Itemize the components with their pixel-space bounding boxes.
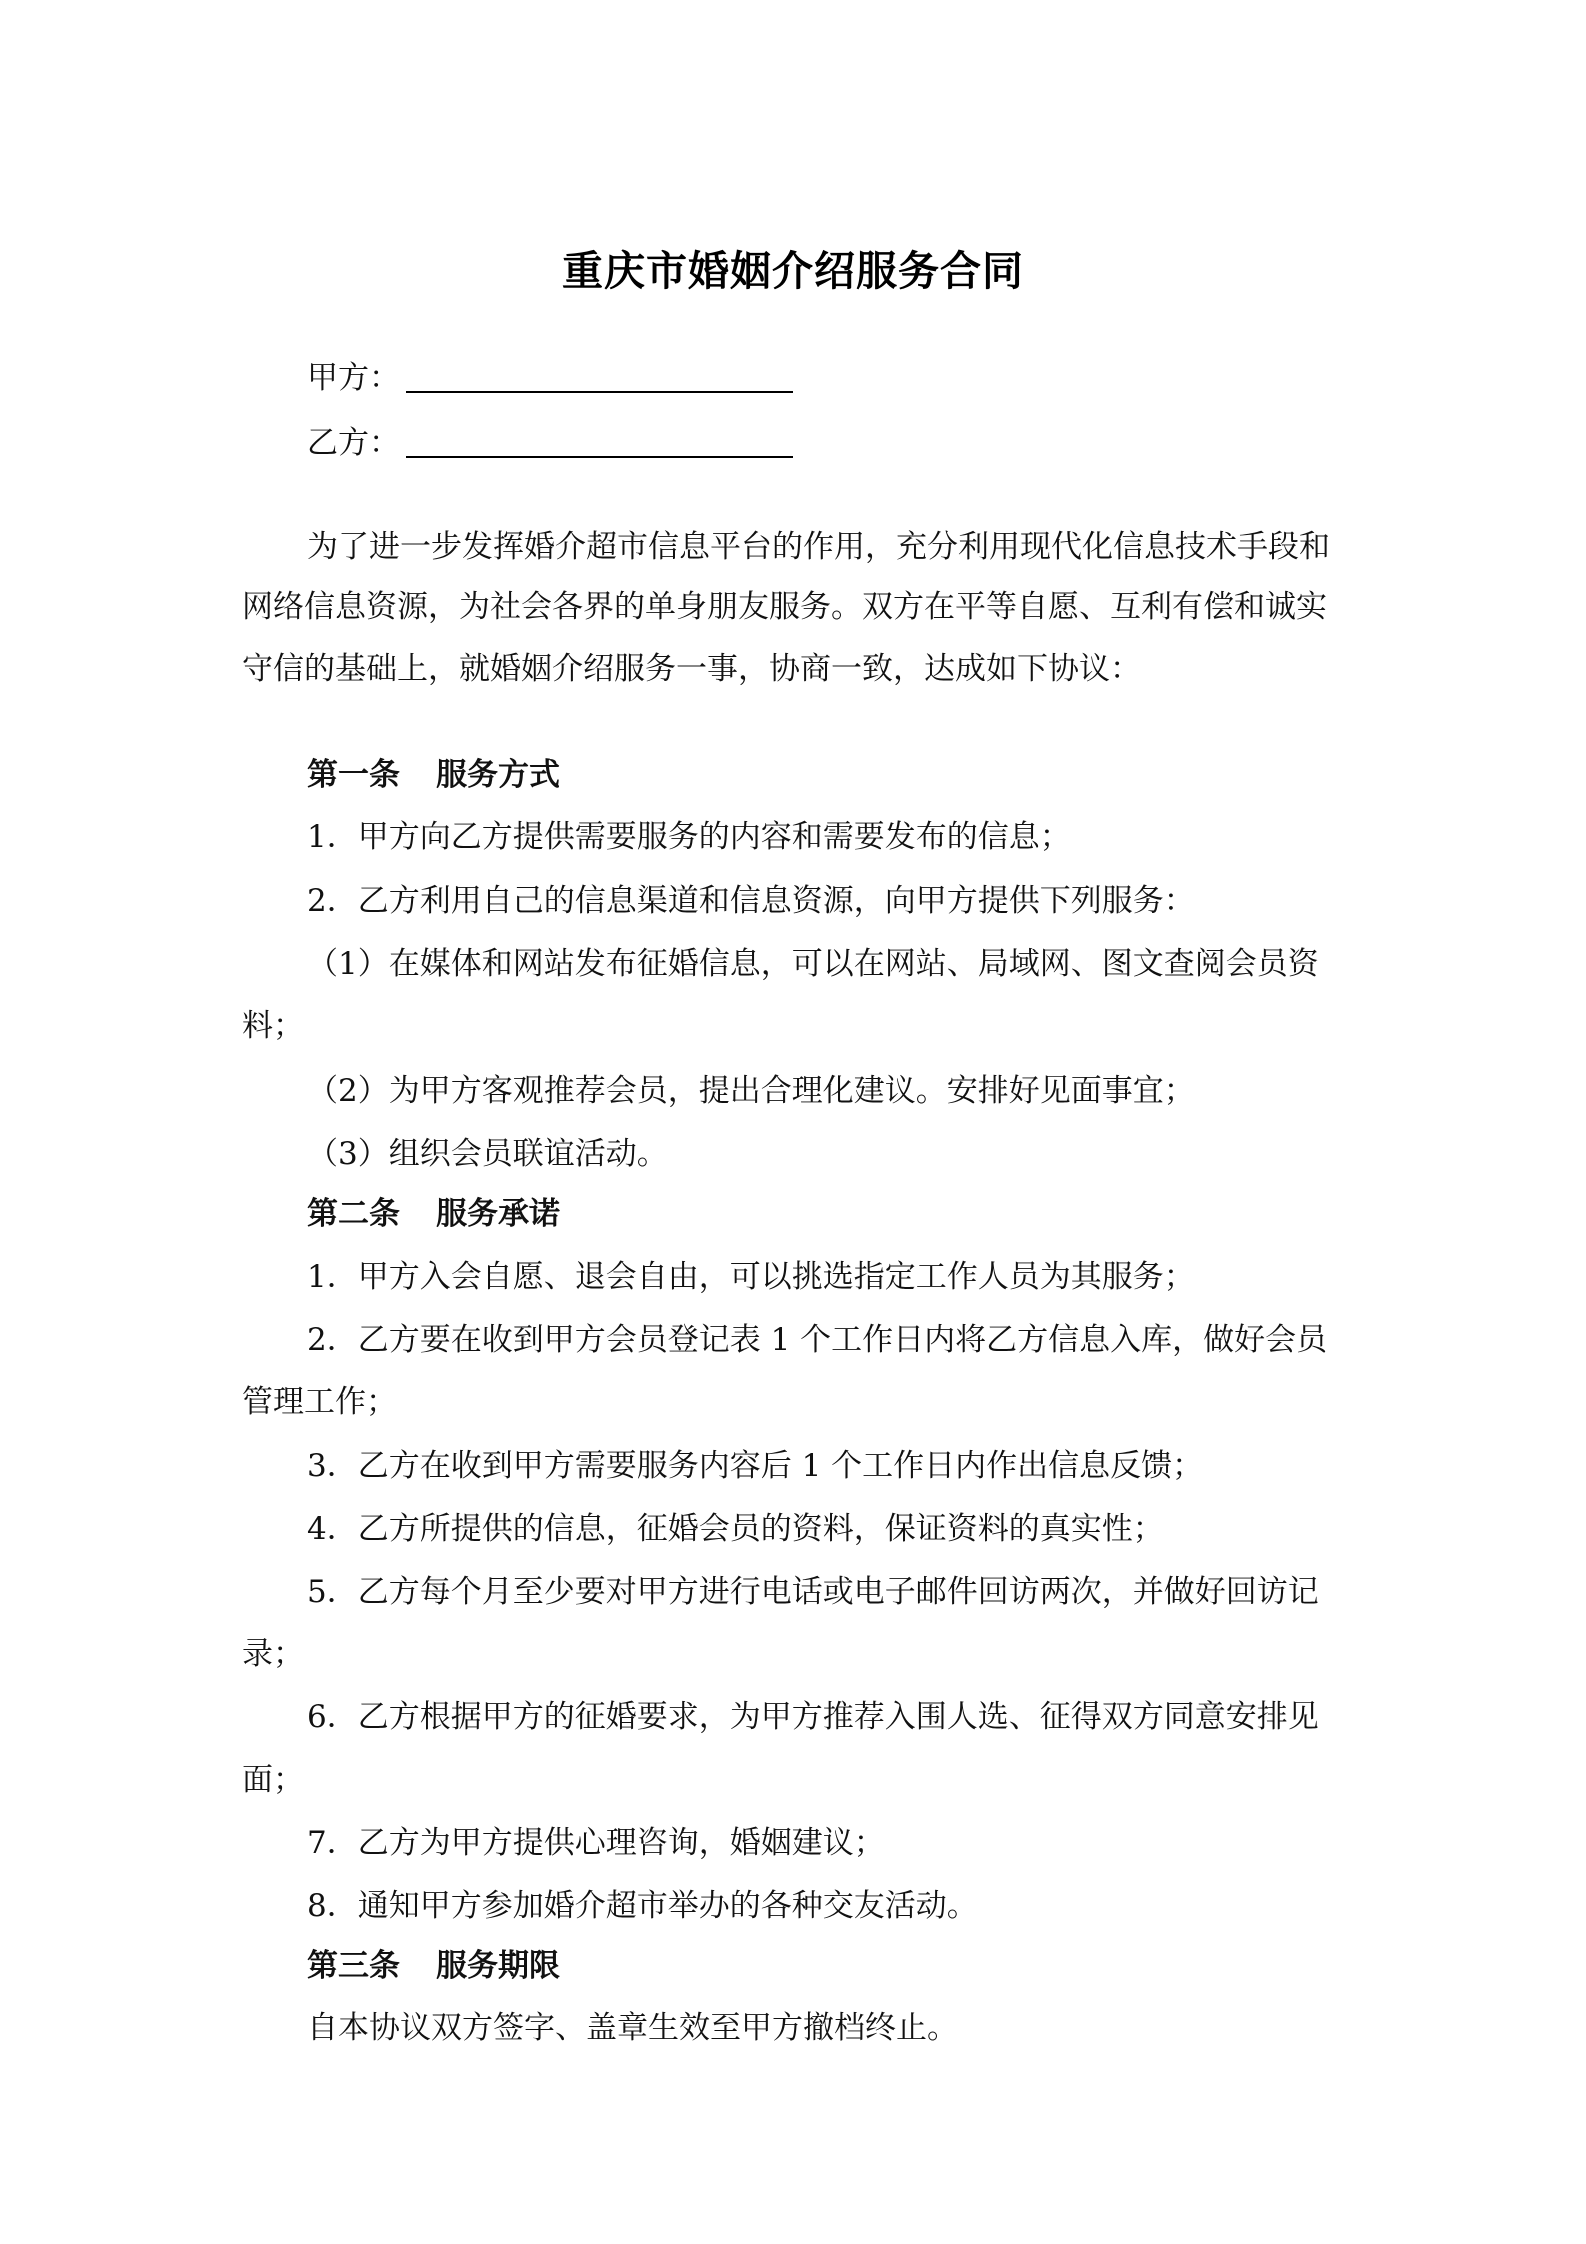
document-title: 重庆市婚姻介绍服务合同 bbox=[562, 247, 1024, 295]
party-b-label: 乙方： bbox=[307, 425, 400, 461]
article-1-heading bbox=[307, 755, 560, 795]
article-2-line: 录； bbox=[242, 1636, 304, 1672]
article-2-line: 面； bbox=[242, 1762, 304, 1798]
article-1-line: 1．甲方向乙方提供需要服务的内容和需要发布的信息； bbox=[307, 819, 1071, 855]
article-2-line: 1．甲方入会自愿、退会自由，可以挑选指定工作人员为其服务； bbox=[307, 1259, 1195, 1295]
intro-line: 守信的基础上，就婚姻介绍服务一事，协商一致，达成如下协议： bbox=[242, 651, 1141, 687]
party-a-label: 甲方： bbox=[307, 360, 400, 396]
article-3-line: 自本协议双方签字、盖章生效至甲方撤档终止。 bbox=[307, 2010, 958, 2046]
party-a-line bbox=[307, 358, 401, 398]
article-1-line: 料； bbox=[242, 1008, 304, 1044]
article-1-line: 2．乙方利用自己的信息渠道和信息资源，向甲方提供下列服务： bbox=[307, 883, 1195, 919]
article-2-line: 管理工作； bbox=[242, 1384, 397, 1420]
article-2-line: 6．乙方根据甲方的征婚要求，为甲方推荐入围人选、征得双方同意安排见 bbox=[307, 1699, 1319, 1735]
article-3-heading bbox=[307, 1946, 560, 1986]
article-3-name: 服务期限 bbox=[436, 1948, 560, 1984]
article-2-line: 2．乙方要在收到甲方会员登记表 1 个工作日内将乙方信息入库，做好会员 bbox=[307, 1322, 1328, 1358]
article-2-line: 3．乙方在收到甲方需要服务内容后 1 个工作日内作出信息反馈； bbox=[307, 1448, 1204, 1484]
article-3-number: 第三条 bbox=[307, 1948, 400, 1984]
article-2-line: 7．乙方为甲方提供心理咨询，婚姻建议； bbox=[307, 1825, 885, 1861]
article-2-number: 第二条 bbox=[307, 1196, 400, 1232]
intro-line: 为了进一步发挥婚介超市信息平台的作用，充分利用现代化信息技术手段和 bbox=[307, 529, 1330, 565]
article-2-heading bbox=[307, 1194, 560, 1234]
article-1-line: （1）在媒体和网站发布征婚信息，可以在网站、局域网、图文查阅会员资 bbox=[307, 946, 1319, 982]
article-2-line: 5．乙方每个月至少要对甲方进行电话或电子邮件回访两次，并做好回访记 bbox=[307, 1574, 1319, 1610]
article-1-line: （3）组织会员联谊活动。 bbox=[307, 1136, 668, 1172]
party-b-line bbox=[307, 423, 401, 463]
article-2-name: 服务承诺 bbox=[436, 1196, 560, 1232]
article-1-number: 第一条 bbox=[307, 757, 400, 793]
intro-line: 网络信息资源，为社会各界的单身朋友服务。双方在平等自愿、互利有偿和诚实 bbox=[242, 589, 1327, 625]
article-1-line: （2）为甲方客观推荐会员，提出合理化建议。安排好见面事宜； bbox=[307, 1073, 1195, 1109]
article-2-line: 8．通知甲方参加婚介超市举办的各种交友活动。 bbox=[307, 1888, 978, 1924]
article-1-name: 服务方式 bbox=[436, 757, 560, 793]
article-2-line: 4．乙方所提供的信息，征婚会员的资料，保证资料的真实性； bbox=[307, 1511, 1164, 1547]
party-a-blank bbox=[406, 391, 793, 393]
party-b-blank bbox=[406, 456, 793, 458]
